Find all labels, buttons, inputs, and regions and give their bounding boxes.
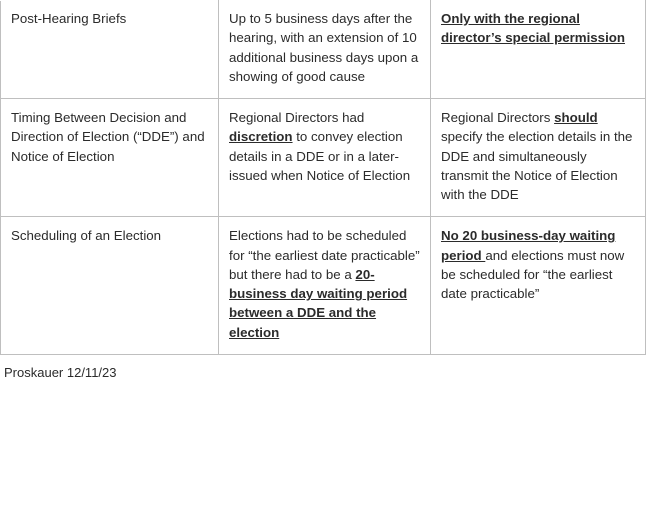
row-old-rule-text: Up to 5 business days after the hearing, with an extension of 10 additional business days upon a showing of good cause	[229, 11, 419, 84]
row-old-rule-pre: Elections had to be scheduled for “the earliest date practicable” but there had to be a	[229, 228, 420, 282]
row-new-rule-emphasis: should	[554, 110, 598, 126]
row-topic-cell	[1, 99, 219, 217]
row-new-rule-cell	[431, 99, 646, 217]
row-topic-text: Scheduling of an Election	[11, 228, 162, 244]
row-new-rule-emphasis: Only with the regional director’s special permission	[441, 11, 626, 46]
table-row	[1, 1, 646, 99]
row-old-rule-cell	[219, 217, 431, 355]
row-new-rule-cell	[431, 217, 646, 355]
row-new-rule-emphasis: No 20 business-day waiting period	[441, 228, 616, 263]
row-topic-text: Timing Between Decision and Direction of Election (“DDE”) and Notice of Election	[11, 110, 205, 164]
row-old-rule-emphasis: discretion	[229, 129, 293, 145]
row-topic-text: Post-Hearing Briefs	[11, 11, 127, 26]
row-old-rule-post: to convey election details in a DDE or in a later-issued when Notice of Election	[229, 129, 411, 183]
row-old-rule-emphasis: 20-business day waiting period between a DDE and the election	[229, 266, 408, 340]
row-topic-cell	[1, 217, 219, 355]
table-row	[1, 99, 646, 217]
footer-note: Proskauer 12/11/23	[4, 364, 117, 380]
row-new-rule-post: specify the election details in the DDE and simultaneously transmit the Notice of Election with the DDE	[441, 129, 633, 203]
row-new-rule-pre: Regional Directors	[441, 110, 555, 126]
row-new-rule-cell	[431, 1, 646, 99]
row-topic-cell	[1, 1, 219, 99]
row-new-rule-rest: and elections must now be scheduled for “the earliest date practicable”	[441, 247, 625, 302]
table-row	[1, 217, 646, 355]
row-old-rule-pre: Regional Directors had	[229, 110, 365, 126]
row-old-rule-cell	[219, 1, 431, 99]
row-old-rule-cell	[219, 99, 431, 217]
